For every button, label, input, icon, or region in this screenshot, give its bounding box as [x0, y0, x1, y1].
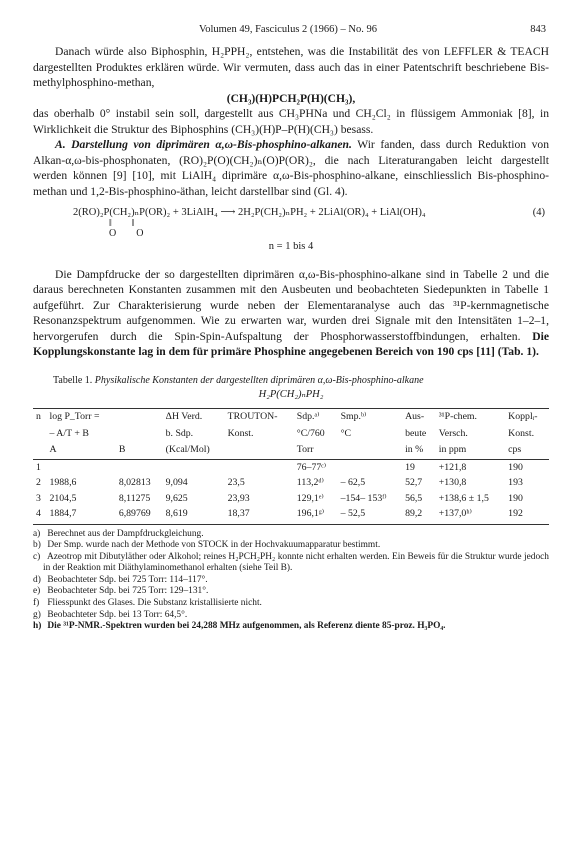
table-cell — [225, 459, 294, 475]
article-body — [33, 44, 549, 633]
table-header-cell — [225, 442, 294, 459]
table-cell — [116, 459, 163, 475]
journal-reference: Volumen 49, Fasciculus 2 (1966) – No. 96 — [198, 24, 377, 35]
footnote — [33, 598, 549, 610]
table-cell: 3 — [36, 492, 41, 504]
formula-bis-methylphosphino-methan: (CH₃)(H)PCH₂P(H)(CH₃), — [226, 91, 356, 105]
paragraph-biphosphin-structure: das oberhalb 0° instabil sein soll, dargestellt aus CH₃PHNa und CH₂Cl₂ in flüssigem Ammoniak [8], in Wirklichkeit die Struktur des Biphosphins (CH₃)(H)P–P(H)(CH₃) besass. — [33, 107, 549, 136]
table-cell: – 52,5 — [338, 506, 402, 524]
table-header-cell: °C — [340, 427, 352, 439]
table-cell — [46, 459, 115, 475]
table-header-cell: cps — [505, 442, 549, 459]
footnote — [33, 574, 549, 587]
equation-condition: n = 1 bis 4 — [268, 241, 314, 252]
table-row — [33, 475, 549, 491]
table-header-cell: Kopplᵢ- — [505, 409, 549, 426]
table-header-cell: n — [33, 409, 46, 426]
table-cell: 8,619 — [163, 506, 225, 524]
table-header-cell: Torr — [294, 442, 338, 459]
footnote-mark: g) — [33, 609, 41, 620]
table-header-row — [33, 409, 549, 426]
table-cell: 190 — [508, 492, 523, 504]
table-cell: 129,1ᵉ⁾ — [296, 492, 324, 504]
table-row — [33, 506, 549, 524]
table-cell — [163, 459, 225, 475]
table-header-cell: (Kcal/Mol) — [163, 442, 225, 459]
table-header-cell — [116, 409, 163, 426]
section-a-heading: A. Darstellung von diprimären α,ω-Bis-phosphino-alkanen. — [55, 138, 352, 151]
running-header — [0, 24, 576, 38]
footnote-text: Beobachteter Sdp. bei 725 Torr: 114–117°. — [45, 574, 208, 585]
table-header-cell: in % — [402, 442, 436, 459]
table-header-cell: in ppm — [436, 442, 505, 459]
table-header-cell: Konst. — [227, 427, 254, 439]
table-header-cell: TROUTON- — [225, 409, 294, 426]
page-number: 843 — [530, 24, 546, 35]
table-cell: 193 — [508, 477, 523, 488]
table-header-cell — [33, 442, 46, 459]
table-cell: +121,8 — [438, 461, 467, 473]
table-cell: 8,11275 — [118, 492, 151, 504]
footnote — [33, 540, 549, 552]
table-header-cell — [116, 426, 163, 443]
table-header-cell: Konst. — [508, 427, 535, 439]
table-cell: 23,5 — [227, 477, 245, 488]
footnote-mark: b) — [33, 540, 41, 551]
footnote-text: Beobachteter Sdp. bei 725 Torr: 129–131°. — [45, 586, 209, 597]
footnote — [33, 621, 549, 633]
table-cell: 1884,7 — [46, 506, 115, 524]
footnote-text: Azeotrop mit Dibutyläther oder Alkohol; reines H₂PCH₂PH₂ konnte nicht erhalten werden. Ein Beweis für die Struktur wurde jedoch in der Reaktion mit Diäthylaminomethanol erhalten (siehe Teil B). — [43, 551, 549, 574]
table-row — [33, 491, 549, 507]
dampfdrucke-text: Die Dampfdrucke der so dargestellten diprimären α,ω-Bis-phosphino-alkane sind in Tabelle 2 und die daraus berechneten Konstanten zusammen mit den Ausbeuten und beobachteten Siedepunkten in Tabelle 1 aufgeführt. Zur Charakterisierung wurde neben der Elementaranalyse auch das ³¹P-kernmagnetische Resonanzspektrum aufgenommen. Wie zu erwarten war, wurden drei Signale mit den Intensitäten 1–2–1, hervorgerufen durch die Spin-Spin-Aufspaltung der Phosphorwasserstoffbindungen, erhalten. — [33, 267, 549, 343]
footnote — [33, 551, 549, 575]
table-cell: – 62,5 — [340, 477, 366, 488]
table-cell — [338, 459, 402, 475]
table-cell: 6,89769 — [116, 506, 163, 524]
footnote-mark: d) — [33, 574, 41, 585]
footnote — [33, 609, 549, 622]
paragraph-dampfdrucke — [33, 267, 549, 360]
footnote — [33, 586, 549, 598]
table-caption-title: Physikalische Konstanten der dargestellten diprimären α,ω-Bis-phosphino-alkane — [94, 374, 424, 386]
table-cell: 89,2 — [402, 506, 436, 524]
table-cell: +137,0ʰ⁾ — [436, 506, 505, 524]
table-header-cell: beute — [405, 427, 427, 439]
footnote-mark: h) — [33, 621, 42, 632]
table-cell: 76–77ᶜ⁾ — [296, 461, 327, 473]
footnote — [33, 528, 549, 541]
table-cell: +138,6 ± 1,5 — [438, 492, 489, 504]
paragraph-biphosphin: Danach würde also Biphosphin, H₂PPH₂, entstehen, was die Instabilität des von LEFFLER & TEACH dargestellten Produktes erklären würde. Wir vermuten, dass auch das in einer Patentschrift beschriebene Bis-methylphosphino-methan, — [33, 45, 549, 89]
table-row — [33, 459, 549, 475]
table-header-cell: ΔH Verd. — [163, 409, 225, 426]
table-cell: 23,93 — [227, 492, 250, 504]
table-cell: 4 — [33, 506, 46, 524]
table-header-cell: B — [116, 442, 163, 459]
footnote-text: Berechnet aus der Dampfdruckgleichung. — [45, 528, 204, 539]
table-cell: 52,7 — [405, 477, 423, 488]
table-cell: 192 — [505, 506, 549, 524]
table-cell: 19 — [405, 461, 415, 473]
table-cell: 2 — [36, 477, 41, 488]
table-caption — [33, 374, 549, 387]
constants-table — [33, 408, 549, 525]
equation-expression: 2(RO)₂P(CH₂)ₙP(OR)₂ + 3LiAlH₄ ⟶ 2H₂P(CH₂)ₙPH₂ + 2LiAl(OR)₄ + LiAl(OH)₄ — [73, 207, 426, 218]
footnote-text: Der Smp. wurde nach der Methode von STOCK in der Hochvakuumapparatur bestimmt. — [45, 540, 381, 551]
table-header-row — [33, 442, 549, 459]
table-cell: 1988,6 — [49, 477, 77, 488]
footnote-mark: f) — [33, 598, 40, 609]
table-header-row — [33, 426, 549, 443]
equation-oxo-groups: ‖ ‖ O O — [109, 218, 144, 239]
footnote-text: Beobachteter Sdp. bei 13 Torr: 64,5°. — [45, 609, 188, 620]
section-a-text: Wir fanden, dass durch Reduktion von Alkan-α,ω-bis-phosphonaten, (RO)₂P(O)(CH₂)ₙ(O)P(OR)₂, die nach Literaturangaben leicht dargestellt werden können [9] [10], mit LiAlH₄ diprimäre α,ω-Bis-phosphino-alkane, einschliesslich Bis-phosphino-methan und 1,2-Bis-phosphino-äthan, leicht darstellbar sind (Gl. 4). — [33, 138, 549, 198]
table-cell: 190 — [508, 461, 523, 473]
table-header-cell: log P_Torr = — [46, 409, 115, 426]
table-header-cell: Sdp.ᵃ⁾ — [294, 409, 338, 426]
table-cell: 9,094 — [165, 477, 188, 488]
equation-number: (4) — [532, 207, 545, 218]
table-header-cell: ³¹P-chem. — [436, 409, 505, 426]
table-header-cell: b. Sdp. — [165, 427, 194, 439]
table-header-cell: Smp.ᵇ⁾ — [338, 409, 402, 426]
table-caption-label: Tabelle 1. — [53, 374, 93, 386]
equation-4 — [33, 205, 549, 239]
table-cell: 9,625 — [165, 492, 188, 504]
table-header-cell: °C/760 — [296, 427, 325, 439]
table-header-cell — [338, 442, 402, 459]
footnote-mark: a) — [33, 528, 41, 539]
table-footnotes — [33, 529, 549, 633]
paragraph-section-a — [33, 137, 549, 199]
table-header-cell: Versch. — [438, 427, 468, 439]
table-cell: 18,37 — [225, 506, 294, 524]
table-cell: 196,1ᵍ⁾ — [294, 506, 338, 524]
table-cell: 56,5 — [405, 492, 423, 504]
table-cell: +130,8 — [438, 477, 467, 488]
table-cell: 2104,5 — [49, 492, 77, 504]
table-cell: –154– 153ᶠ⁾ — [340, 492, 387, 504]
table-header-cell — [33, 426, 46, 443]
kopplungskonstante-text: Die Kopplungskonstante lag in dem für primäre Phosphine angegebenen Bereich von 190 cps [11] (Tab. 1). — [33, 329, 549, 358]
table-header-cell: – A/T + B — [49, 427, 89, 439]
footnote-text: Die ³¹P-NMR.-Spektren wurden bei 24,288 MHz aufgenommen, als Referenz diente 85-proz. H₃PO₄. — [45, 621, 446, 632]
table-cell: 8,02813 — [118, 477, 151, 488]
table-caption-formula: H₂P(CH₂)ₙPH₂ — [258, 388, 324, 400]
table-header-cell: A — [46, 442, 115, 459]
footnote-mark: e) — [33, 586, 41, 597]
footnote-text: Fliesspunkt des Glases. Die Substanz kristallisierte nicht. — [45, 598, 262, 609]
table-header-cell: Aus- — [402, 409, 436, 426]
table-cell: 113,2ᵈ⁾ — [296, 477, 324, 488]
table-cell: 1 — [36, 461, 41, 473]
footnote-mark: c) — [33, 551, 41, 562]
